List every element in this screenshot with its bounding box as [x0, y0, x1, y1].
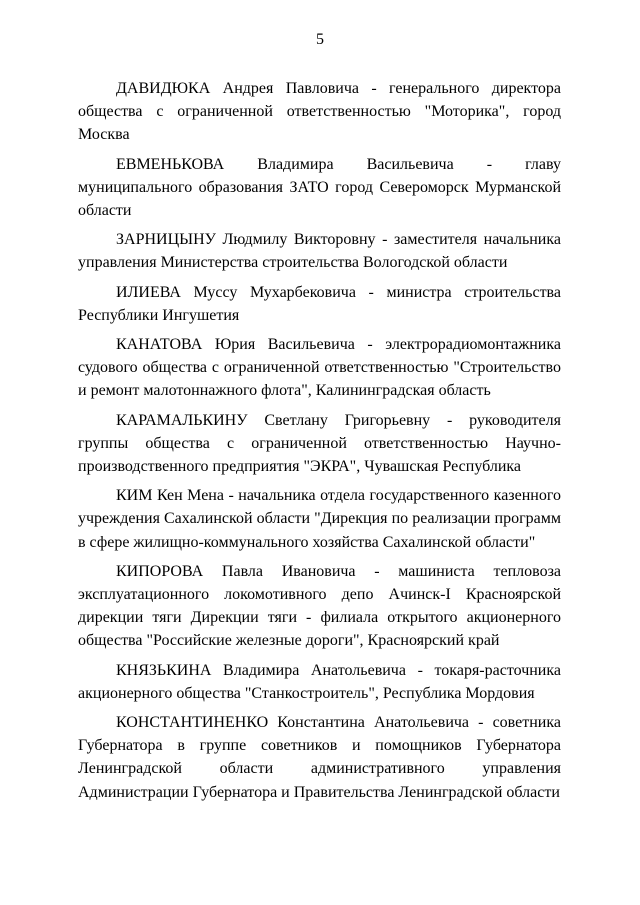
paragraph-knyazkin: КНЯЗЬКИНА Владимира Анатольевича - токаря-расточника акционерного общества "Станкостроитель", Республика Мордовия	[78, 661, 561, 702]
paragraph-iliev: ИЛИЕВА Муссу Мухарбековича - министра строительства Республики Ингушетия	[78, 283, 561, 324]
paragraph-davidyuk: ДАВИДЮКА Андрея Павловича - генерального директора общества с ограниченной ответственностью "Моторика", город Москва	[78, 80, 561, 144]
paragraph-karamalkina: КАРАМАЛЬКИНУ Светлану Григорьевну - руководителя группы общества с ограниченной ответственностью Научно-производственного предприятия "ЭКРА", Чувашская Республика	[78, 411, 561, 476]
paragraph-evmenkov: ЕВМЕНЬКОВА Владимира Васильевича - главу муниципального образования ЗАТО город Североморск Мурманской области	[78, 155, 561, 220]
paragraph-kim: КИМ Кен Мена - начальника отдела государственного казенного учреждения Сахалинской области "Дирекция по реализации программ в сфере жилищно-коммунального хозяйства Сахалинской области"	[78, 487, 561, 551]
paragraph-konstantinenko: КОНСТАНТИНЕНКО Константина Анатольевича - советника Губернатора в группе советников и помощников Губернатора Ленинградской области административного управления Администрации Губернатора и Правительства Ленинградской области	[78, 714, 561, 801]
paragraph-kanatov: КАНАТОВА Юрия Васильевича - электрорадиомонтажника судового общества с ограниченной ответственностью "Строительство и ремонт малотоннажного флота", Калининградская область	[78, 336, 561, 400]
page-number: 5	[316, 31, 324, 48]
paragraph-zarnitsyna: ЗАРНИЦЫНУ Людмилу Викторовну - заместителя начальника управления Министерства строительства Вологодской области	[78, 231, 561, 272]
paragraph-kiporov: КИПОРОВА Павла Ивановича - машиниста тепловоза эксплуатационного локомотивного депо Ачинск-I Красноярской дирекции тяги Дирекции тяги - филиала открытого акционерного общества "Российские железные дороги", Красноярский край	[78, 562, 561, 650]
document-body	[78, 77, 561, 810]
